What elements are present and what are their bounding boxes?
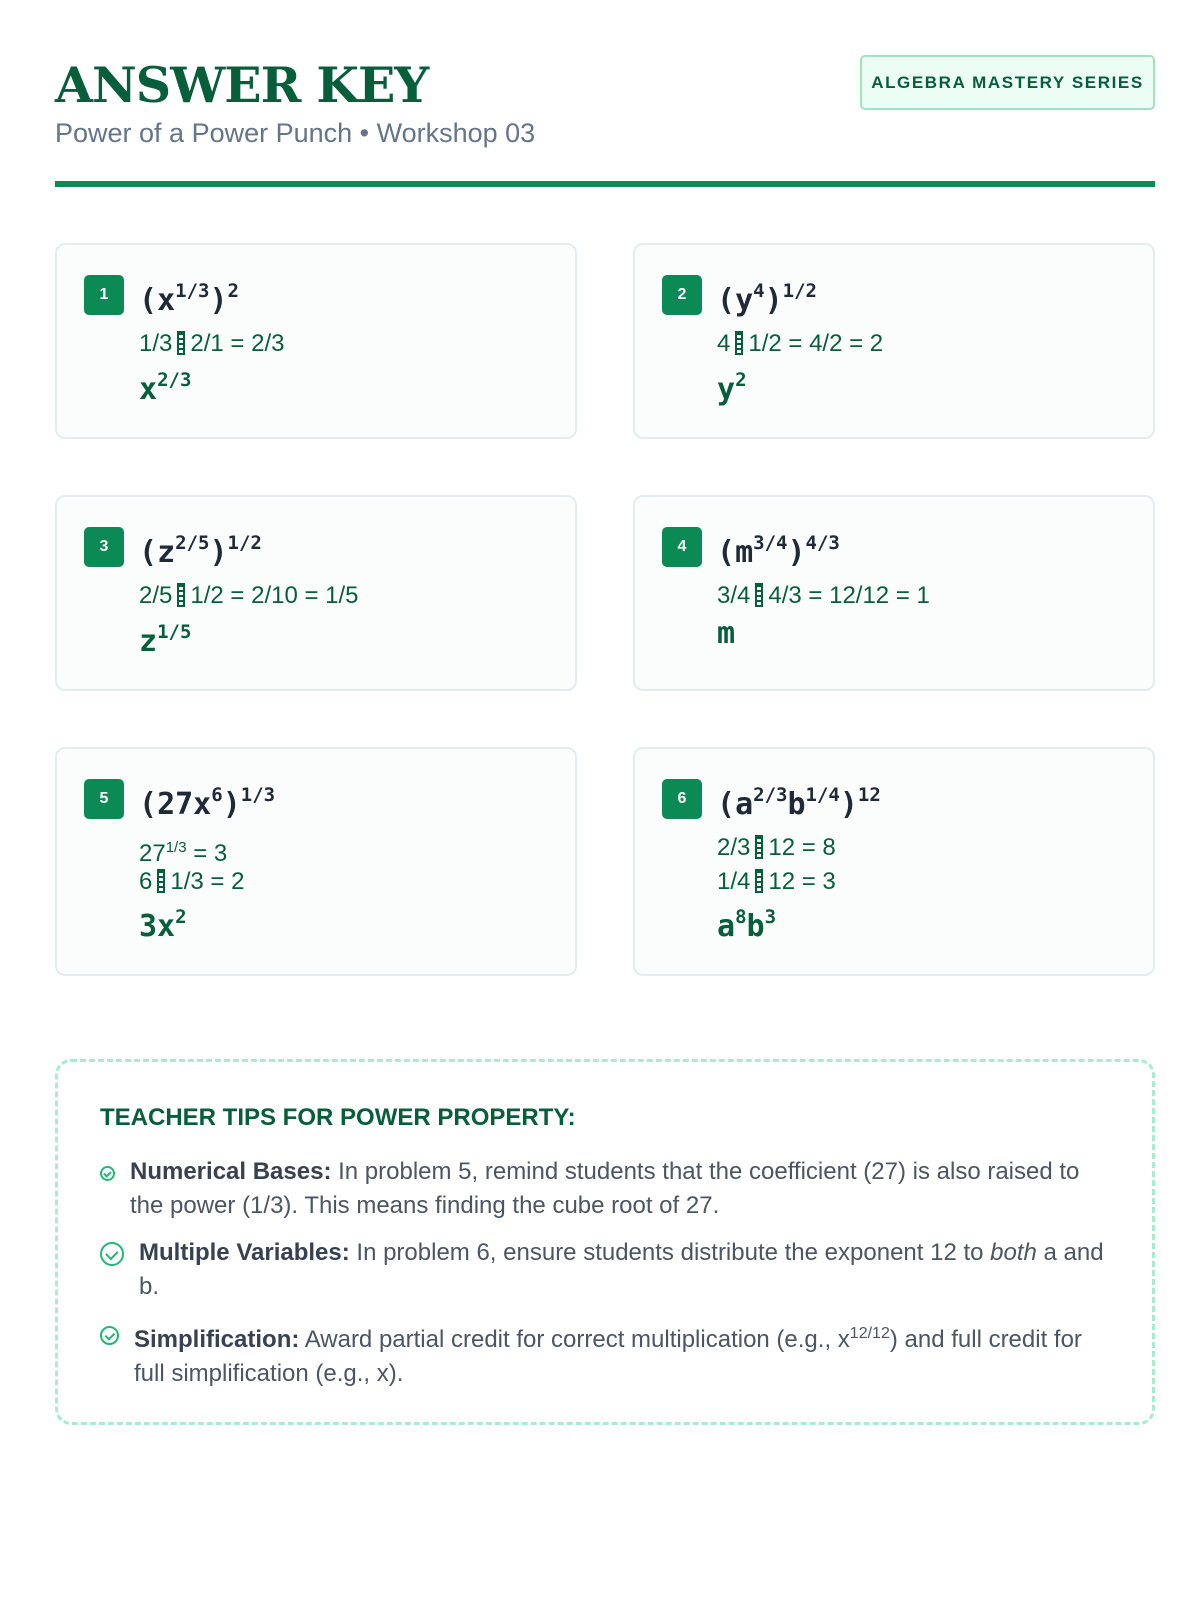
final-answer: $3x^2$ bbox=[139, 906, 187, 944]
problem-card-4 bbox=[633, 495, 1155, 691]
problem-expression: $(a^{2/3}b^{1/4})^{12}$ bbox=[717, 784, 881, 822]
problem-expression: $(x^{1/3})^2$ bbox=[139, 280, 239, 318]
problem-expression: $(y^4)^{1/2}$ bbox=[717, 280, 817, 318]
problem-expression: $(z^{2/5})^{1/2}$ bbox=[139, 532, 262, 570]
tips-heading: TEACHER TIPS FOR POWER PROPERTY: bbox=[100, 1104, 576, 1131]
problem-number-badge: 6 bbox=[662, 779, 702, 819]
final-answer: m bbox=[717, 616, 736, 651]
solution-step: 3/4 4/3 = 12/12 = 1 bbox=[717, 582, 930, 609]
problem-card-5 bbox=[55, 747, 577, 976]
final-answer: $y^2$ bbox=[717, 369, 747, 407]
series-badge: ALGEBRA MASTERY SERIES bbox=[860, 55, 1155, 110]
tip-simplification bbox=[100, 1317, 1110, 1391]
multiply-operator-glyph bbox=[735, 331, 743, 355]
problem-card-2 bbox=[633, 243, 1155, 439]
problem-number-badge: 2 bbox=[662, 275, 702, 315]
tip-text: Simplification: Award partial credit for correct multiplication (e.g., $x^{12/12}$) and full credit for full simplification (e.g., x). bbox=[134, 1325, 1082, 1387]
multiply-operator-glyph bbox=[755, 835, 763, 859]
multiply-operator-glyph bbox=[177, 331, 185, 355]
final-answer: $x^{2/3}$ bbox=[139, 369, 192, 407]
tip-multiple-variables bbox=[100, 1236, 1110, 1304]
tip-text: Numerical Bases: In problem 5, remind students that the coefficient (27) is also raised to the power (1/3). This means finding the cube root of 27. bbox=[130, 1158, 1080, 1219]
problem-number-badge: 4 bbox=[662, 527, 702, 567]
header-divider bbox=[55, 181, 1155, 187]
check-circle-icon bbox=[100, 1242, 124, 1266]
solution-step: 1/4 12 = 3 bbox=[717, 868, 836, 895]
problem-expression: $(m^{3/4})^{4/3}$ bbox=[717, 532, 840, 570]
problem-number-badge: 1 bbox=[84, 275, 124, 315]
page-title: ANSWER KEY bbox=[55, 56, 429, 114]
problem-number-badge: 3 bbox=[84, 527, 124, 567]
teacher-tips-box bbox=[55, 1059, 1155, 1425]
final-answer: $a^8b^3$ bbox=[717, 906, 777, 944]
multiply-operator-glyph bbox=[177, 583, 185, 607]
check-circle-icon bbox=[100, 1326, 119, 1345]
solution-step: 2/5 1/2 = 2/10 = 1/5 bbox=[139, 582, 359, 609]
problem-number-badge: 5 bbox=[84, 779, 124, 819]
problem-card-1 bbox=[55, 243, 577, 439]
multiply-operator-glyph bbox=[157, 869, 165, 893]
solution-step: 6 1/3 = 2 bbox=[139, 868, 245, 895]
tip-numerical-bases bbox=[100, 1155, 1110, 1223]
multiply-operator-glyph bbox=[755, 869, 763, 893]
solution-step: 4 1/2 = 4/2 = 2 bbox=[717, 330, 884, 357]
solution-step: 2/3 12 = 8 bbox=[717, 834, 836, 861]
problem-expression: $(27x^6)^{1/3}$ bbox=[139, 784, 276, 822]
page-subtitle: Power of a Power Punch • Workshop 03 bbox=[55, 118, 536, 148]
solution-step: $27^{1/3} = 3$ bbox=[139, 839, 228, 867]
tip-text: Multiple Variables: In problem 6, ensure students distribute the exponent 12 to both a and b. bbox=[139, 1239, 1104, 1300]
multiply-operator-glyph bbox=[755, 583, 763, 607]
problem-card-3 bbox=[55, 495, 577, 691]
solution-step: 1/3 2/1 = 2/3 bbox=[139, 330, 285, 357]
final-answer: $z^{1/5}$ bbox=[139, 621, 192, 659]
problem-card-6 bbox=[633, 747, 1155, 976]
page-header bbox=[55, 55, 1155, 190]
check-circle-icon bbox=[100, 1166, 115, 1181]
